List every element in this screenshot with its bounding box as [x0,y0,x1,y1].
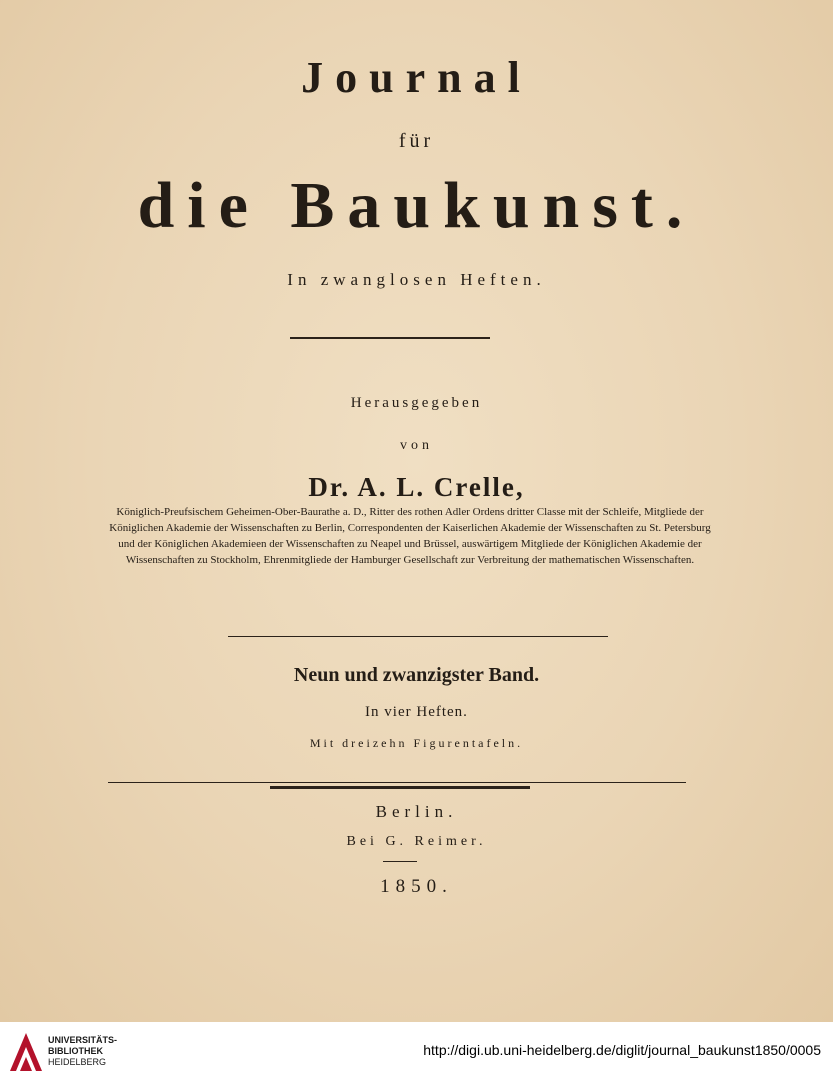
year-line: 1850. [380,876,453,897]
subtitle: In zwanglosen Heften. [287,270,546,289]
editor-name: Dr. A. L. Crelle, [308,472,525,502]
von-line: von [400,438,433,453]
main-title: die Baukunst. [137,169,696,242]
editor-description: Königlich-Preufsischem Geheimen-Ober-Baurathe a. D., Ritter des rothen Adler Ordens dritter Classe mit der Schleife, Mitgliede der Königlichen Akademie der Wissenschaften zu Berlin, Correspondenten der Kaiserlichen Akademie der Wissenschaften zu St. Petersburg und der Königlichen Akademieen der Wissenschaften zu Neapel und Brüssel, auswärtigem Mitgliede der Königlichen Akademie der Wissenschaften zu Stockholm, Ehrenmitgliede der Hamburger Gesellschaft zur Verbreitung der mathematischen Wissenschaften. [109,506,711,566]
place-line: Berlin. [375,802,458,821]
footer-bar [0,1022,833,1082]
publisher-line: Bei G. Reimer. [346,834,487,849]
divider-rule [383,861,417,862]
divider-rule [108,782,686,783]
divider-rule [228,636,608,637]
library-name: UNIVERSITÄTS- BIBLIOTHEK HEIDELBERG [48,1035,118,1067]
issues-line: In vier Heften. [365,704,468,720]
herausgegeben-line: Herausgegeben [350,395,483,411]
fuer-line: für [398,130,435,152]
journal-heading: Journal [301,53,532,102]
plates-line: Mit dreizehn Figurentafeln. [309,736,524,750]
volume-title: Neun und zwanzigster Band. [293,664,540,686]
source-url[interactable]: http://digi.ub.uni-heidelberg.de/diglit/journal_baukunst1850/0005 [423,1042,821,1058]
divider-rule [290,337,490,339]
library-logo-icon [8,1031,44,1073]
divider-rule [270,786,530,789]
